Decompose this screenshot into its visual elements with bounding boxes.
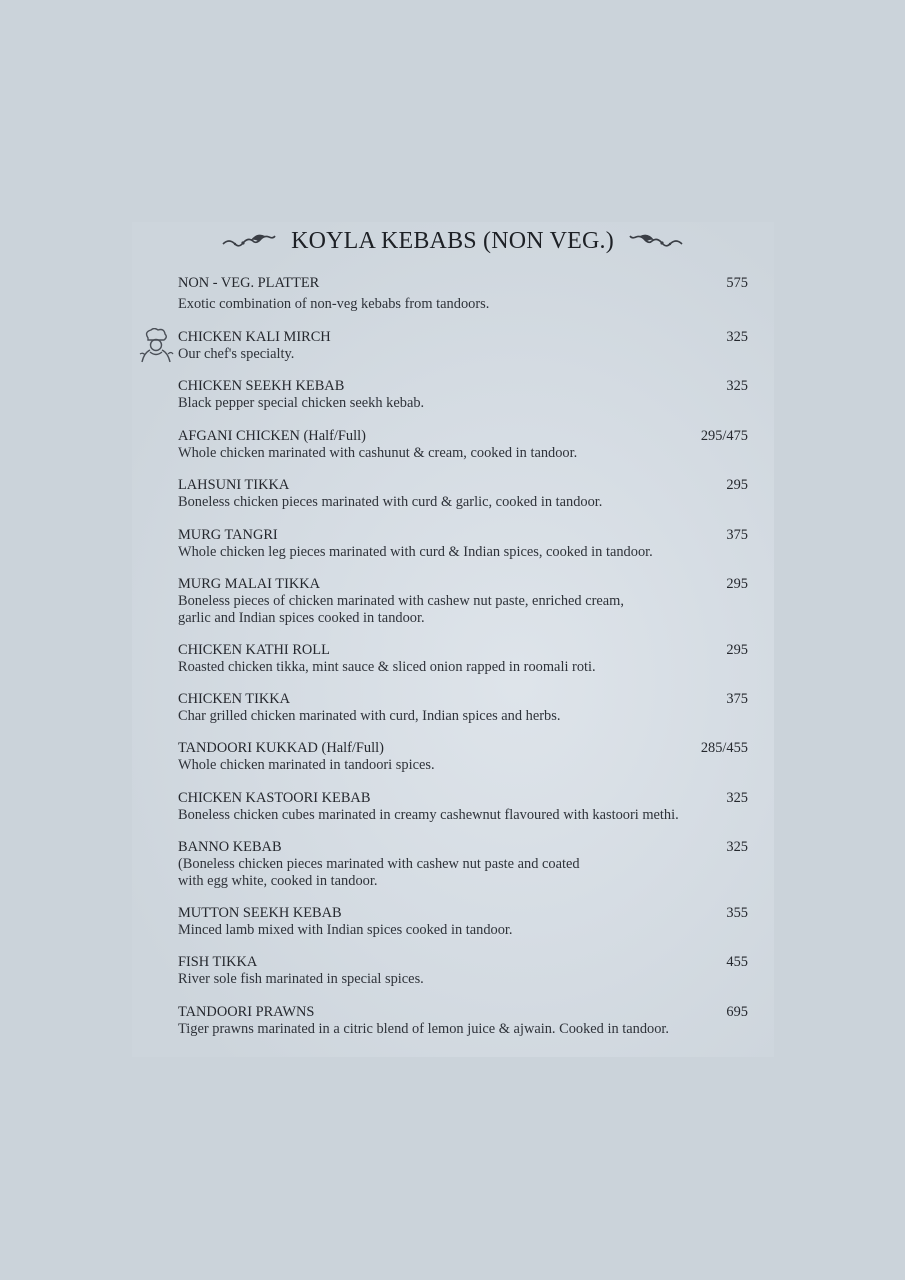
item-description: Boneless chicken pieces marinated with curd & garlic, cooked in tandoor. bbox=[178, 494, 603, 510]
item-name: NON - VEG. PLATTER bbox=[178, 275, 320, 291]
section-title: KOYLA KEBABS (NON VEG.) bbox=[291, 228, 614, 254]
menu-item bbox=[178, 428, 748, 462]
menu-item bbox=[178, 839, 748, 890]
item-name: BANNO KEBAB bbox=[178, 839, 282, 855]
menu-item bbox=[178, 329, 748, 363]
item-name: AFGANI CHICKEN (Half/Full) bbox=[178, 428, 366, 444]
section-header bbox=[0, 228, 905, 255]
item-name: MURG TANGRI bbox=[178, 527, 278, 543]
item-price: 575 bbox=[726, 275, 748, 291]
item-price: 325 bbox=[726, 790, 748, 806]
menu-item bbox=[178, 576, 748, 627]
item-name: TANDOORI KUKKAD (Half/Full) bbox=[178, 740, 384, 756]
menu-item bbox=[178, 954, 748, 988]
item-name: FISH TIKKA bbox=[178, 954, 258, 970]
item-price: 295/475 bbox=[700, 428, 748, 444]
item-price: 455 bbox=[726, 954, 748, 970]
item-price: 325 bbox=[726, 839, 748, 855]
item-price: 295 bbox=[726, 477, 748, 493]
item-name: CHICKEN SEEKH KEBAB bbox=[178, 378, 345, 394]
item-price: 295 bbox=[726, 576, 748, 592]
item-description-line-2: garlic and Indian spices cooked in tandoor. bbox=[178, 610, 425, 626]
item-description: Boneless pieces of chicken marinated with cashew nut paste, enriched cream, bbox=[178, 593, 624, 609]
item-description: Whole chicken leg pieces marinated with curd & Indian spices, cooked in tandoor. bbox=[178, 544, 653, 560]
flourish-left-icon bbox=[221, 232, 277, 252]
item-name: CHICKEN TIKKA bbox=[178, 691, 291, 707]
menu-item bbox=[178, 905, 748, 939]
item-price: 325 bbox=[726, 378, 748, 394]
item-price: 285/455 bbox=[700, 740, 748, 756]
item-description: Tiger prawns marinated in a citric blend of lemon juice & ajwain. Cooked in tandoor. bbox=[178, 1021, 670, 1037]
item-description: Our chef's specialty. bbox=[178, 346, 295, 362]
menu-item bbox=[178, 1004, 748, 1038]
menu-item bbox=[178, 790, 748, 824]
item-description-line-2: with egg white, cooked in tandoor. bbox=[178, 873, 378, 889]
item-description: Exotic combination of non-veg kebabs from tandoors. bbox=[178, 296, 490, 312]
item-description: Black pepper special chicken seekh kebab. bbox=[178, 395, 425, 411]
item-description: Char grilled chicken marinated with curd, Indian spices and herbs. bbox=[178, 708, 561, 724]
menu-item bbox=[178, 378, 748, 412]
menu-item bbox=[178, 275, 748, 313]
item-description: Roasted chicken tikka, mint sauce & sliced onion rapped in roomali roti. bbox=[178, 659, 596, 675]
item-description: Whole chicken marinated with cashunut & cream, cooked in tandoor. bbox=[178, 445, 578, 461]
item-description: (Boneless chicken pieces marinated with cashew nut paste and coated bbox=[178, 856, 580, 872]
menu-item bbox=[178, 691, 748, 725]
item-name: CHICKEN KASTOORI KEBAB bbox=[178, 790, 371, 806]
menu-item bbox=[178, 527, 748, 561]
flourish-right-icon bbox=[628, 232, 684, 252]
item-name: LAHSUNI TIKKA bbox=[178, 477, 290, 493]
item-name: MURG MALAI TIKKA bbox=[178, 576, 321, 592]
item-name: CHICKEN KALI MIRCH bbox=[178, 329, 331, 345]
menu-item bbox=[178, 740, 748, 774]
item-name: TANDOORI PRAWNS bbox=[178, 1004, 315, 1020]
item-price: 695 bbox=[726, 1004, 748, 1020]
item-name: CHICKEN KATHI ROLL bbox=[178, 642, 330, 658]
item-description: Boneless chicken cubes marinated in creamy cashewnut flavoured with kastoori methi. bbox=[178, 807, 679, 823]
chef-icon bbox=[138, 328, 174, 364]
item-price: 325 bbox=[726, 329, 748, 345]
menu-item bbox=[178, 642, 748, 676]
item-description: Whole chicken marinated in tandoori spices. bbox=[178, 757, 435, 773]
menu-item bbox=[178, 477, 748, 511]
item-price: 295 bbox=[726, 642, 748, 658]
item-price: 375 bbox=[726, 527, 748, 543]
item-name: MUTTON SEEKH KEBAB bbox=[178, 905, 342, 921]
item-price: 355 bbox=[726, 905, 748, 921]
item-description: River sole fish marinated in special spices. bbox=[178, 971, 424, 987]
item-price: 375 bbox=[726, 691, 748, 707]
item-description: Minced lamb mixed with Indian spices cooked in tandoor. bbox=[178, 922, 513, 938]
